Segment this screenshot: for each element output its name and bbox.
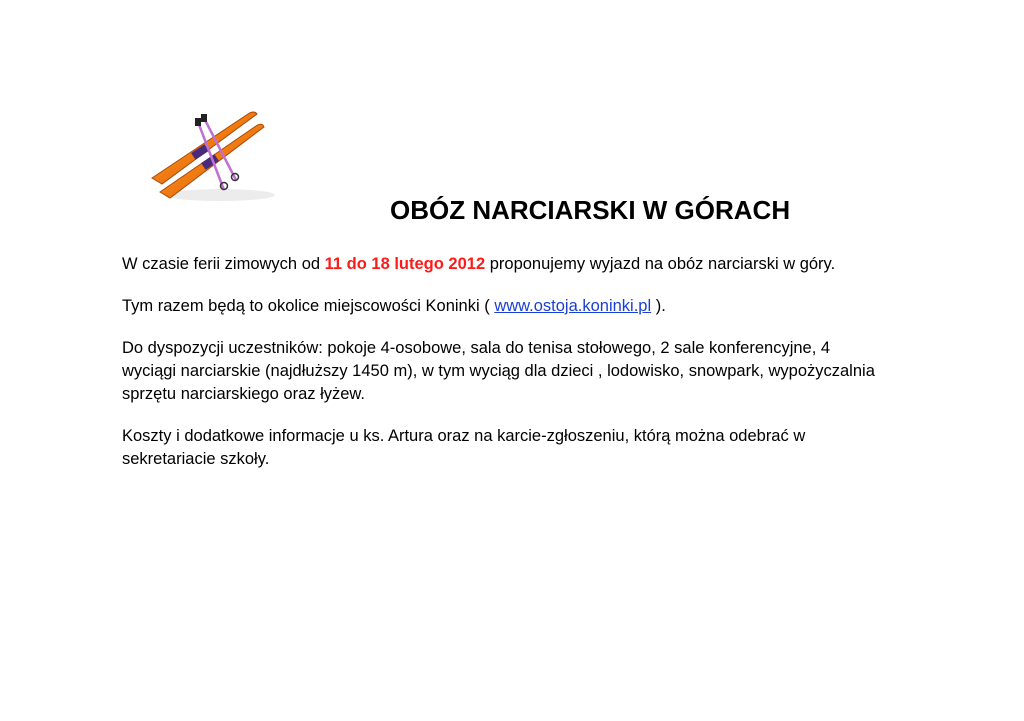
document-body [122,253,882,490]
paragraph-dates [122,253,882,276]
paragraph-facilities: Do dyspozycji uczestników: pokoje 4-osobowe, sala do tenisa stołowego, 2 sale konferencyjne, 4 wyciągi narciarskie (najdłuższy 1450 m), w tym wyciąg dla dzieci , lodowisko, snowpark, wypożyczalnia sprzętu narciarskiego oraz łyżew. [122,339,875,403]
date-range: 11 do 18 lutego 2012 [324,255,486,273]
paragraph-text: ). [651,297,666,315]
website-link[interactable]: www.ostoja.koninki.pl [494,297,652,315]
paragraph-costs: Koszty i dodatkowe informacje u ks. Artura oraz na karcie-zgłoszeniu, którą można odebrać w sekretariacie szkoły. [122,427,806,468]
paragraph-text: W czasie ferii zimowych od [122,255,325,273]
page-title: OBÓZ NARCIARSKI W GÓRACH [390,195,791,225]
paragraph-text: proponujemy wyjazd na obóz narciarski w góry. [485,255,836,273]
paragraph-text: Tym razem będą to okolice miejscowości Koninki ( [122,297,495,315]
pole-grip-left [195,118,201,126]
pole-grip-right [201,114,207,122]
paragraph-location [122,295,882,318]
